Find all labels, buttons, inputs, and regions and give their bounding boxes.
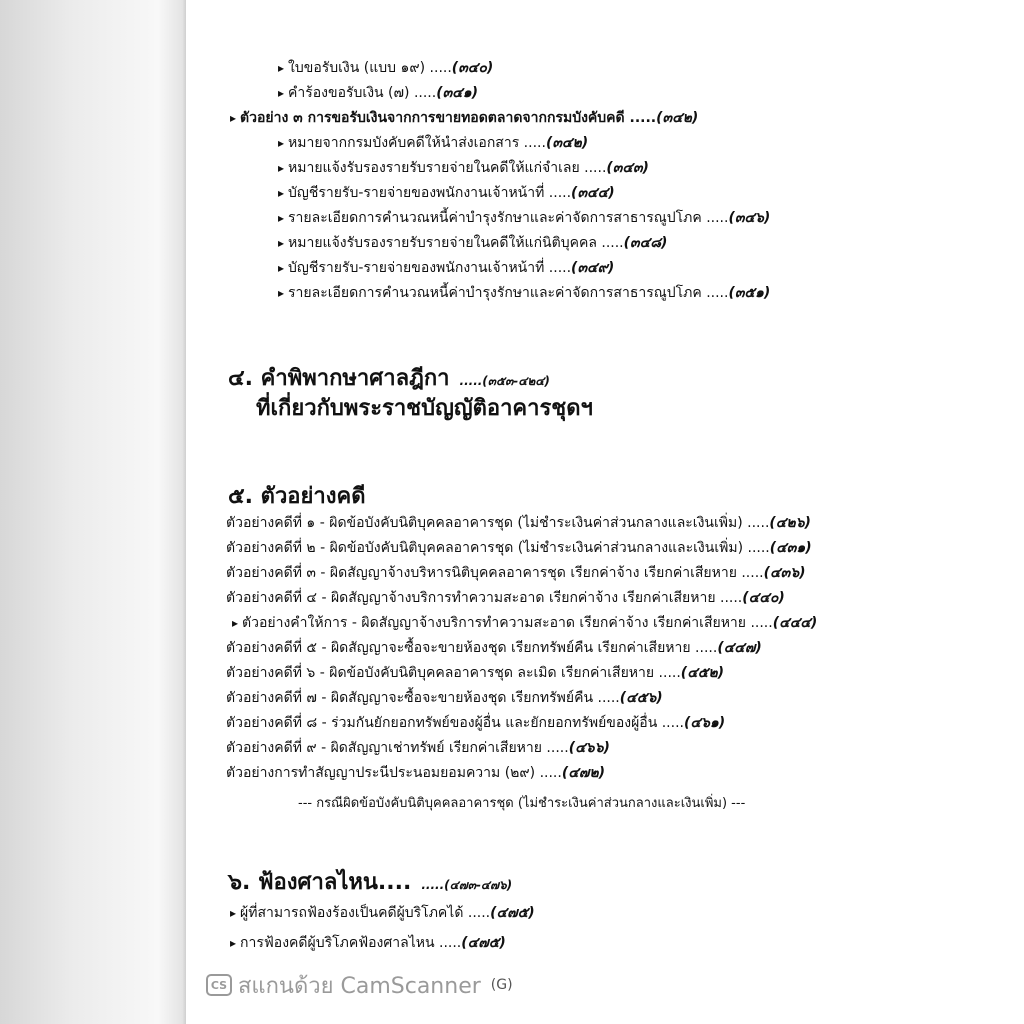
toc-entry-page: (๓๔๑) [436,85,479,101]
case-entry [226,690,663,706]
toc-entry-text: บัญชีรายรับ-รายจ่ายของพนักงานเจ้าหน้าที่ ..... [288,260,572,276]
toc-entry-page: (๓๔๓) [606,160,649,176]
toc-entry-page: (๔๗๕) [461,935,506,951]
toc-entry [278,285,770,301]
toc-entry [230,905,535,921]
camscanner-logo-icon: CS [206,974,232,996]
toc-entry-text: คำร้องขอรับเงิน (๗) ..... [288,85,437,101]
toc-entry-page: (๔๖๑) [683,715,726,731]
toc-entry-text: ตัวอย่างคดีที่ ๗ - ผิดสัญญาจะซื้อจะขายห้องชุด เรียกทรัพย์คืน ..... [226,690,620,706]
section-title: ๕. ตัวอย่างคดี [228,484,366,509]
toc-entry [278,135,588,151]
section-5-heading [228,484,366,510]
toc-entry-page: (๔๔๔) [772,615,818,631]
toc-entry [278,210,770,226]
toc-entry-text: ผู้ที่สามารถฟ้องร้องเป็นคดีผู้บริโภคได้ ..... [240,905,491,921]
section-4-heading [228,366,550,394]
case-entry [226,765,605,781]
toc-entry [278,160,649,176]
toc-entry-page: (๓๔๒) [656,110,699,126]
case-entry [226,540,812,556]
toc-entry-text: ตัวอย่างคดีที่ ๒ - ผิดข้อบังคับนิติบุคคลอาคารชุด (ไม่ชำระเงินค่าส่วนกลางและเงินเพิ่ม) ..... [226,540,770,556]
toc-entry-page: (๔๒๖) [769,515,811,531]
case-entry [226,740,610,756]
case-entry [226,715,725,731]
toc-entry-text: ตัวอย่างคดีที่ ๙ - ผิดสัญญาเช่าทรัพย์ เรียกค่าเสียหาย ..... [226,740,569,756]
toc-entry-text: ตัวอย่างคดีที่ ๕ - ผิดสัญญาจะซื้อจะขายห้องชุด เรียกทรัพย์คืน เรียกค่าเสียหาย ..... [226,640,718,656]
toc-entry-page: (๔๓๖) [763,565,806,581]
toc-entry [230,935,506,951]
toc-entry-text: ใบขอรับเงิน (แบบ ๑๙) ..... [288,60,452,76]
case-entry [226,565,805,581]
toc-entry-page: (๔๔๐) [742,590,785,606]
section-4-subtitle [256,396,593,422]
toc-entry-page: (๔๗๕) [490,905,535,921]
toc-entry-text: ตัวอย่างการทำสัญญาประนีประนอมยอมความ (๒๙) ..... [226,765,562,781]
toc-entry-page: (๓๔๔) [571,185,615,201]
toc-entry-text: หมายแจ้งรับรองรายรับรายจ่ายในคดีให้แก่จำเลย ..... [288,160,607,176]
book-page-edge [0,0,186,1024]
section-title: ๔. คำพิพากษาศาลฎีกา [228,366,450,391]
toc-entry-text: การฟ้องคดีผู้บริโภคฟ้องศาลไหน ..... [240,935,462,951]
toc-entry-page: (๔๕๖) [619,690,663,706]
camscanner-watermark [206,970,513,1000]
toc-entry-text: รายละเอียดการคำนวณหนี้ค่าบำรุงรักษาและค่าจัดการสาธารณูปโภค ..... [288,285,729,301]
toc-entry-page: (๓๔๒) [545,135,589,151]
toc-example-heading [230,110,698,126]
section-subtitle: ที่เกี่ยวกับพระราชบัญญัติอาคารชุดฯ [256,396,593,421]
case-entry [226,590,785,606]
case-entry [226,640,762,656]
section-pages: .....(๔๗๓-๔๗๖) [421,878,513,892]
toc-entry-text: ตัวอย่างคดีที่ ๔ - ผิดสัญญาจ้างบริการทำความสะอาด เรียกค่าจ้าง เรียกค่าเสียหาย ..... [226,590,743,606]
toc-entry-text: ตัวอย่าง ๓ การขอรับเงินจากการขายทอดตลาดจากกรมบังคับคดี ..... [240,110,657,126]
toc-entry [278,85,478,101]
page-label: (G) [490,977,513,993]
toc-entry-page: (๔๔๗) [717,640,762,656]
case-entry [232,615,817,631]
toc-entry [278,260,614,276]
toc-entry [278,235,667,251]
toc-entry-page: (๓๔๘) [623,235,668,251]
section-title: ๖. ฟ้องศาลไหน.... [228,870,412,895]
section-6-heading [228,870,512,898]
case-entry [226,515,811,531]
toc-entry-text: ตัวอย่างคดีที่ ๘ - ร่วมกันยักยอกทรัพย์ของผู้อื่น และยักยอกทรัพย์ของผู้อื่น ..... [226,715,684,731]
toc-entry-page: (๔๕๒) [680,665,725,681]
case-entry [226,665,724,681]
toc-entry-text: ตัวอย่างคดีที่ ๑ - ผิดข้อบังคับนิติบุคคลอาคารชุด (ไม่ชำระเงินค่าส่วนกลางและเงินเพิ่ม) ..... [226,515,770,531]
case-note: --- กรณีผิดข้อบังคับนิติบุคคลอาคารชุด (ไม่ชำระเงินค่าส่วนกลางและเงินเพิ่ม) --- [298,796,746,811]
toc-entry-text: รายละเอียดการคำนวณหนี้ค่าบำรุงรักษาและค่าจัดการสาธารณูปโภค ..... [288,210,729,226]
toc-entry-page: (๔๓๑) [769,540,812,556]
toc-entry-text: ตัวอย่างคำให้การ - ผิดสัญญาจ้างบริการทำความสะอาด เรียกค่าจ้าง เรียกค่าเสียหาย ..... [242,615,773,631]
toc-entry-page: (๔๖๖) [568,740,610,756]
watermark-text: สแกนด้วย CamScanner [238,973,481,999]
toc-entry-text: ตัวอย่างคดีที่ ๖ - ผิดข้อบังคับนิติบุคคลอาคารชุด ละเมิด เรียกค่าเสียหาย ..... [226,665,681,681]
toc-entry-page: (๓๔๖) [728,210,771,226]
toc-entry-text: บัญชีรายรับ-รายจ่ายของพนักงานเจ้าหน้าที่ ..... [288,185,572,201]
toc-entry [278,60,493,76]
toc-entry-page: (๓๔๐) [451,60,494,76]
toc-entry-page: (๔๗๒) [561,765,605,781]
section-pages: .....(๓๕๓-๔๒๔) [459,374,550,388]
toc-entry [278,185,615,201]
toc-entry-text: หมายแจ้งรับรองรายรับรายจ่ายในคดีให้แก่นิติบุคคล ..... [288,235,624,251]
toc-entry-text: ตัวอย่างคดีที่ ๓ - ผิดสัญญาจ้างบริหารนิติบุคคลอาคารชุด เรียกค่าจ้าง เรียกค่าเสียหาย ..... [226,565,764,581]
toc-entry-page: (๓๔๙) [571,260,615,276]
toc-entry-page: (๓๕๑) [728,285,771,301]
toc-entry-text: หมายจากกรมบังคับคดีให้นำส่งเอกสาร ..... [288,135,546,151]
